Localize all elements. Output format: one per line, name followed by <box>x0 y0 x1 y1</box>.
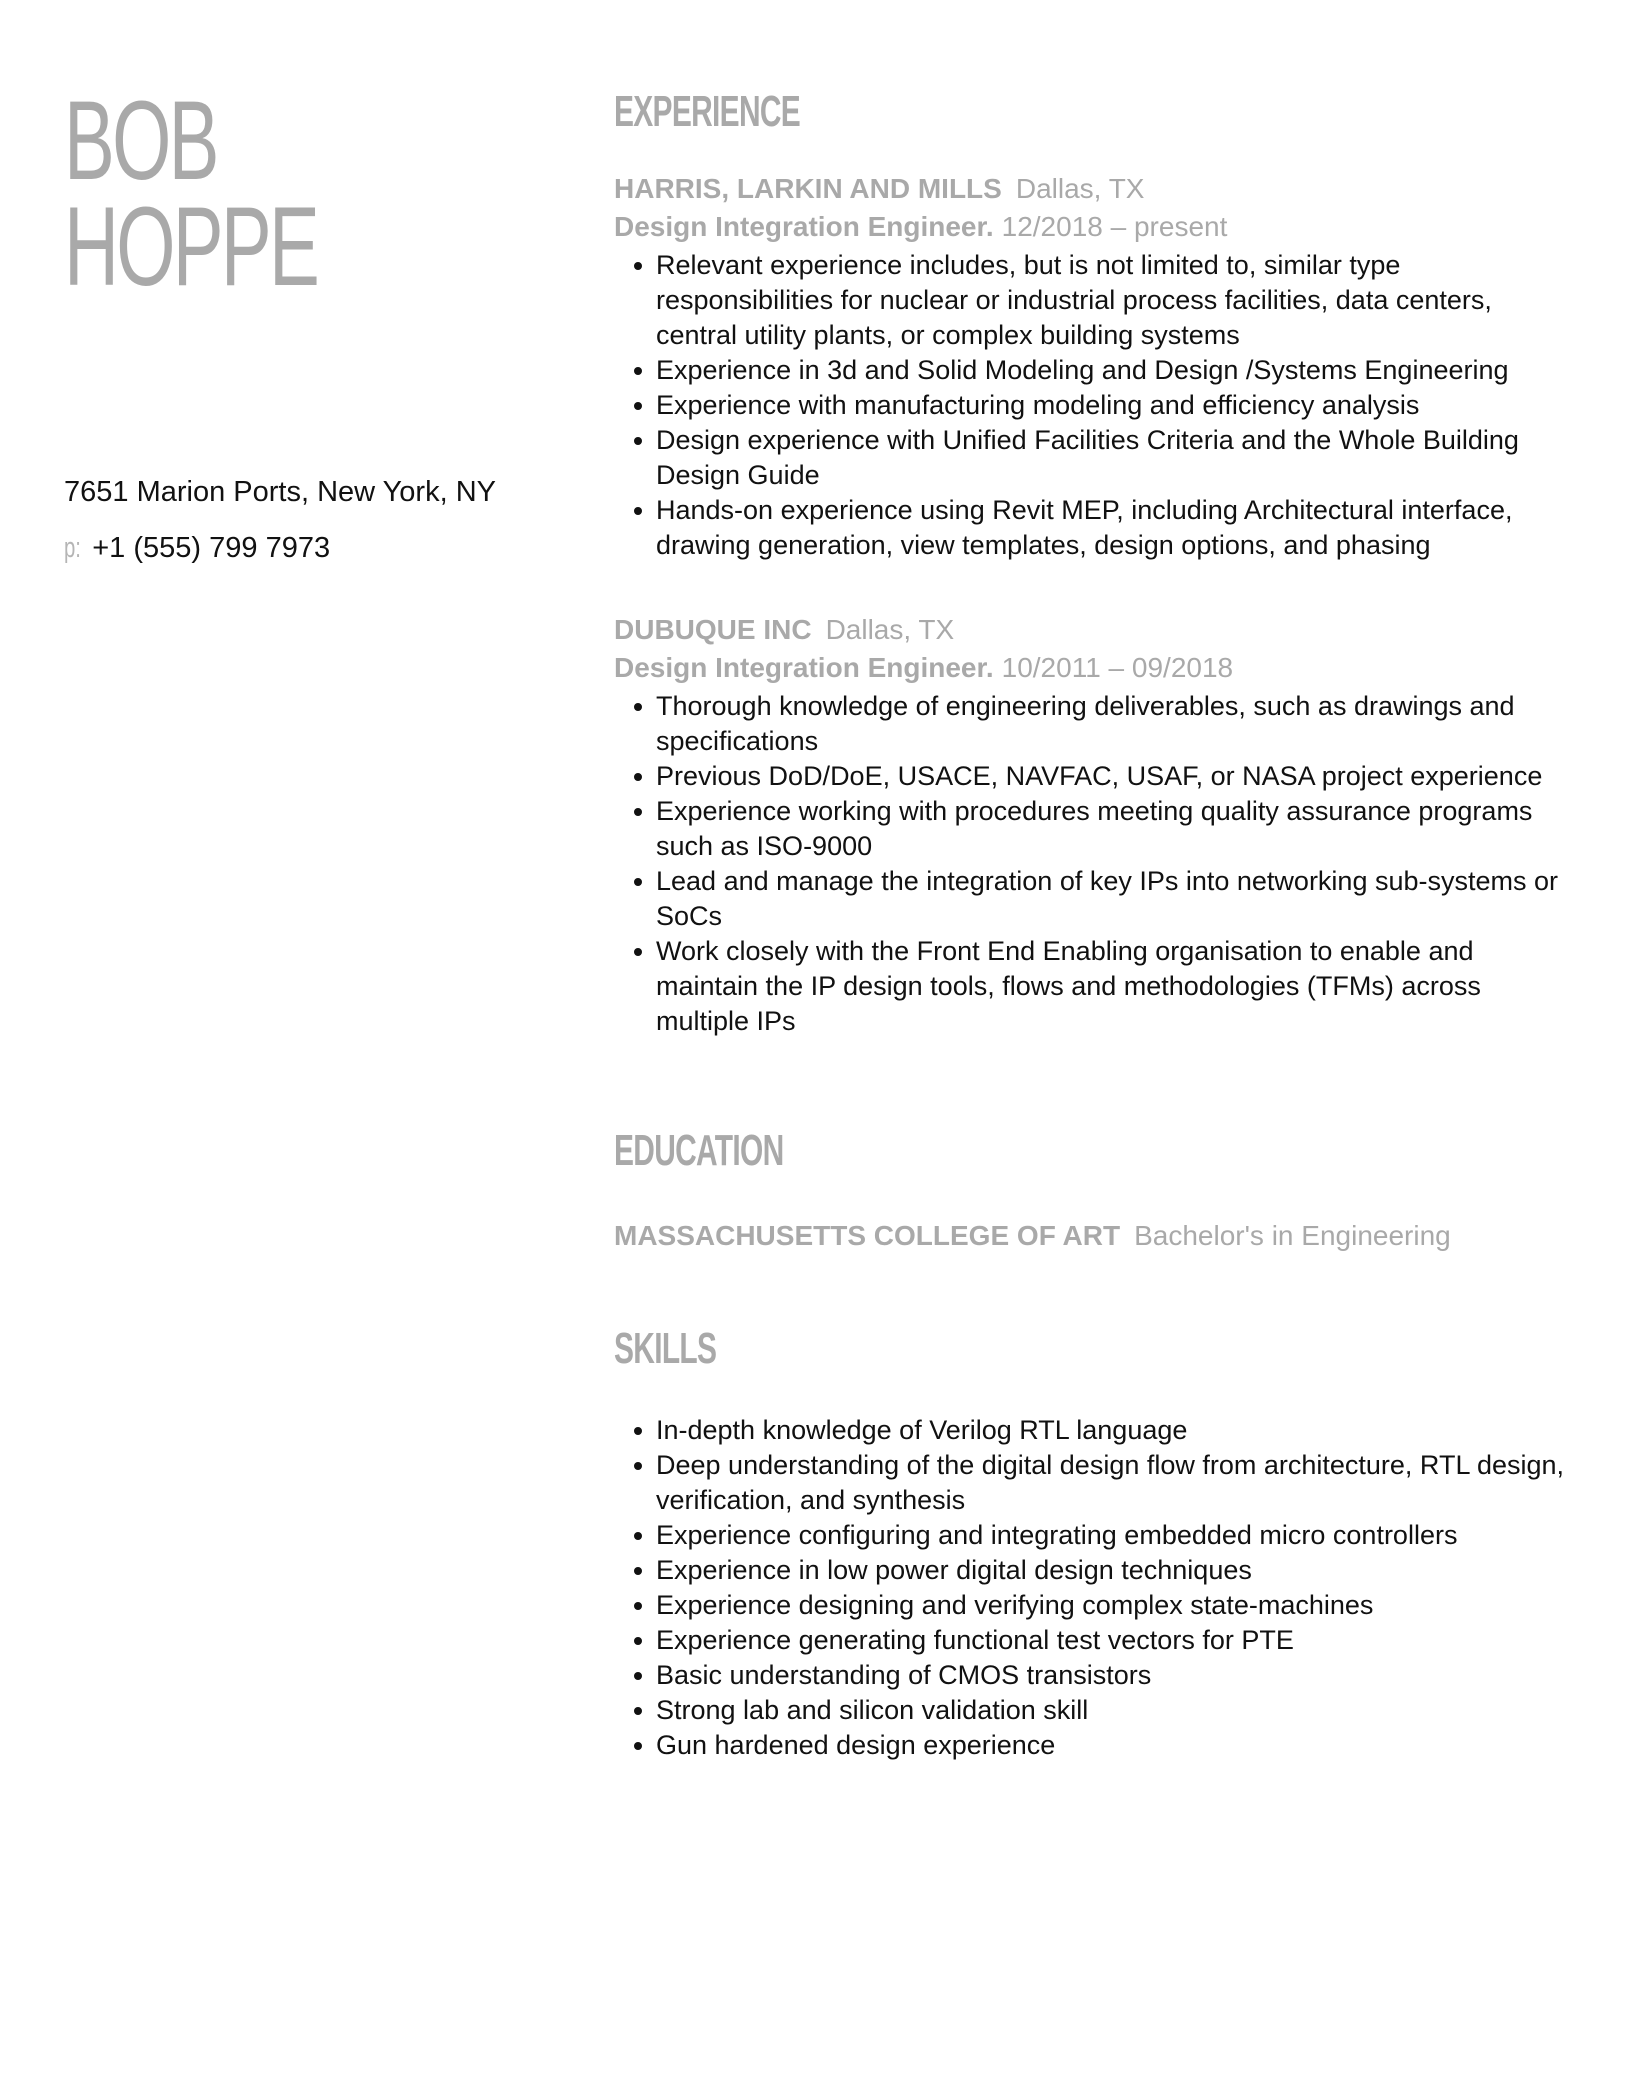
main-column <box>614 88 1574 1763</box>
company-name: HARRIS, LARKIN AND MILLS <box>614 173 1002 204</box>
bullet-item: Thorough knowledge of engineering deliverables, such as drawings and specifications <box>656 689 1574 759</box>
education-entry <box>614 1217 1574 1255</box>
experience-section <box>614 88 1574 1039</box>
job-title: Design Integration Engineer. <box>614 652 994 683</box>
job-org-line <box>614 611 1574 649</box>
skill-item: Deep understanding of the digital design flow from architecture, RTL design, verification, and synthesis <box>656 1448 1574 1518</box>
skill-item: Experience designing and verifying complex state-machines <box>656 1588 1574 1623</box>
bullet-item: Design experience with Unified Facilities Criteria and the Whole Building Design Guide <box>656 423 1574 493</box>
job-title: Design Integration Engineer. <box>614 211 994 242</box>
skills-heading: SKILLS <box>614 1324 717 1373</box>
job-bullets <box>614 248 1574 563</box>
job-title-line <box>614 208 1574 246</box>
company-location: Dallas, TX <box>825 614 955 645</box>
skill-item: Basic understanding of CMOS transistors <box>656 1658 1574 1693</box>
phone-prefix: p: <box>64 532 81 564</box>
skill-item: Strong lab and silicon validation skill <box>656 1693 1574 1728</box>
company-location: Dallas, TX <box>1015 173 1145 204</box>
bullet-item: Experience with manufacturing modeling and efficiency analysis <box>656 388 1574 423</box>
job-org-line <box>614 170 1574 208</box>
contact-block <box>64 464 496 576</box>
degree: Bachelor's in Engineering <box>1134 1220 1451 1251</box>
bullet-item: Work closely with the Front End Enabling organisation to enable and maintain the IP design tools, flows and methodologies (TFMs) across multiple IPs <box>656 934 1574 1039</box>
experience-heading: EXPERIENCE <box>614 87 801 136</box>
skills-list <box>614 1413 1574 1763</box>
job-dates: 10/2011 – 09/2018 <box>1001 652 1234 683</box>
skill-item: Experience configuring and integrating embedded micro controllers <box>656 1518 1574 1553</box>
bullet-item: Relevant experience includes, but is not limited to, similar type responsibilities for nuclear or industrial process facilities, data centers, central utility plants, or complex building systems <box>656 248 1574 353</box>
company-name: DUBUQUE INC <box>614 614 812 645</box>
education-heading: EDUCATION <box>614 1126 784 1175</box>
phone-line <box>64 520 496 576</box>
skill-item: Experience in low power digital design techniques <box>656 1553 1574 1588</box>
address: 7651 Marion Ports, New York, NY <box>64 476 496 508</box>
last-name: HOPPE <box>64 184 318 309</box>
school-name: MASSACHUSETTS COLLEGE OF ART <box>614 1220 1121 1251</box>
job-entry <box>614 170 1574 563</box>
skill-item: In-depth knowledge of Verilog RTL language <box>656 1413 1574 1448</box>
bullet-item: Previous DoD/DoE, USACE, NAVFAC, USAF, or NASA project experience <box>656 759 1574 794</box>
job-dates: 12/2018 – present <box>1001 211 1228 242</box>
phone-number: +1 (555) 799 7973 <box>92 532 331 564</box>
skill-item: Experience generating functional test vectors for PTE <box>656 1623 1574 1658</box>
skills-section <box>614 1325 1574 1763</box>
name-block <box>64 78 564 309</box>
job-title-line <box>614 649 1574 687</box>
bullet-item: Lead and manage the integration of key IPs into networking sub-systems or SoCs <box>656 864 1574 934</box>
job-bullets <box>614 689 1574 1039</box>
skill-item: Gun hardened design experience <box>656 1728 1574 1763</box>
first-name: BOB <box>64 78 217 203</box>
bullet-item: Experience working with procedures meeting quality assurance programs such as ISO-9000 <box>656 794 1574 864</box>
bullet-item: Hands-on experience using Revit MEP, including Architectural interface, drawing generation, view templates, design options, and phasing <box>656 493 1574 563</box>
education-section <box>614 1127 1574 1255</box>
bullet-item: Experience in 3d and Solid Modeling and Design /Systems Engineering <box>656 353 1574 388</box>
job-entry <box>614 611 1574 1039</box>
